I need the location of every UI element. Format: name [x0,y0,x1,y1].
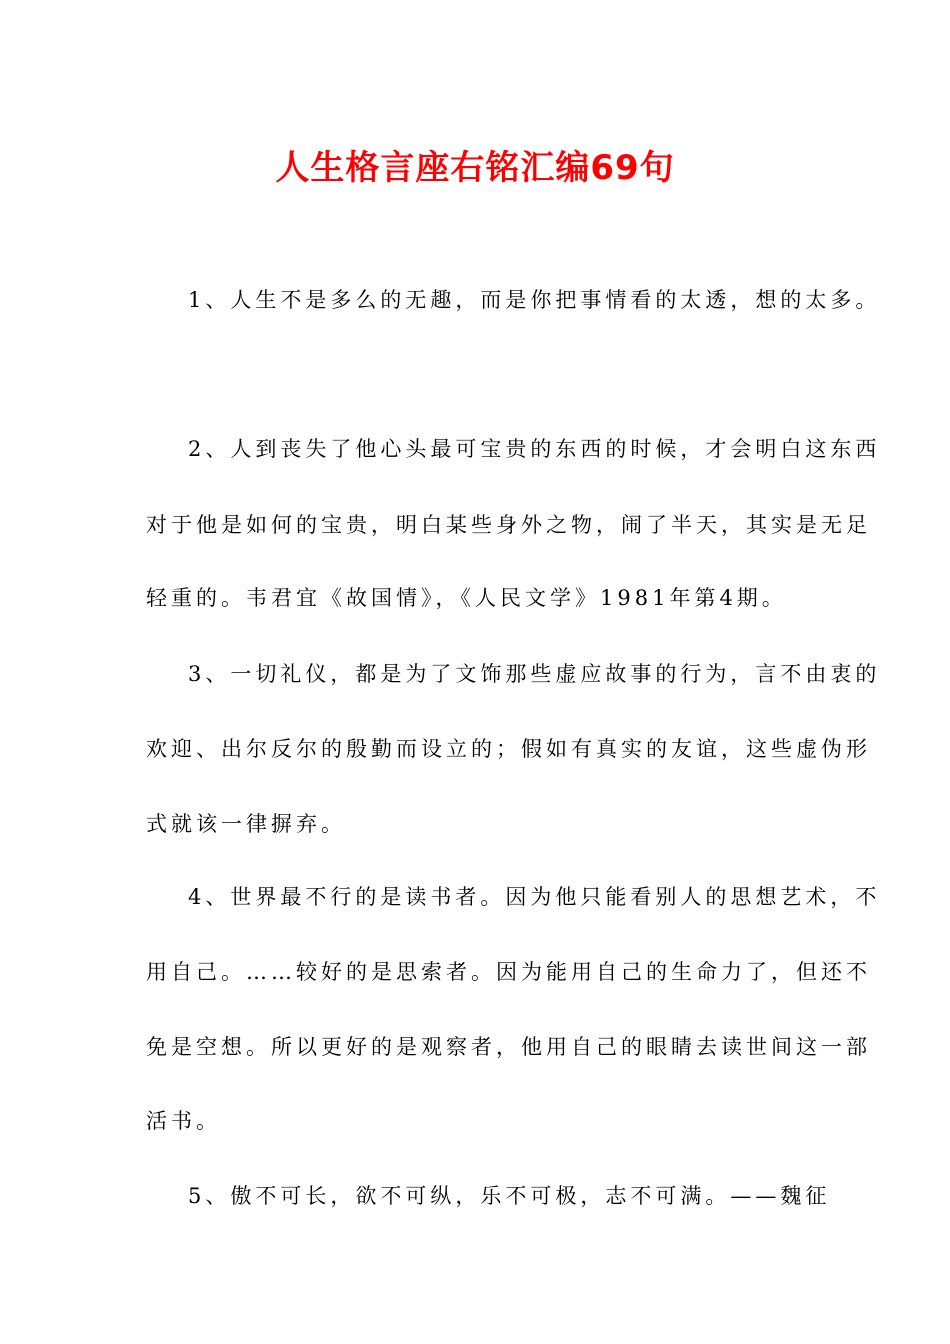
quote-4-line-3: 免是空想。所以更好的是观察者，他用自己的眼睛去读世间这一部 [146,1035,871,1059]
document-title: 人生格言座右铭汇编69句 [275,148,675,188]
quote-5-line-1: 5、傲不可长，欲不可纵，乐不可极，志不可满。——魏征 [188,1184,831,1208]
quote-2-line-2: 对于他是如何的宝贵，明白某些身外之物，闹了半天，其实是无足 [146,513,871,537]
quote-3-line-2: 欢迎、出尔反尔的殷勤而设立的；假如有真实的友谊，这些虚伪形 [146,737,871,761]
quote-3-line-3: 式就该一律摒弃。 [146,812,346,836]
quote-2-line-1: 2、人到丧失了他心头最可宝贵的东西的时候，才会明白这东西 [188,437,881,461]
quote-1-line-1: 1、人生不是多么的无趣，而是你把事情看的太透，想的太多。 [188,288,881,312]
quote-3-line-1: 3、一切礼仪，都是为了文饰那些虚应故事的行为，言不由衷的 [188,662,881,686]
quote-4-line-4: 活书。 [146,1109,221,1133]
quote-2-line-3: 轻重的。韦君宜《故国情》，《人民文学》1981年第4期。 [146,586,787,610]
quote-4-line-2: 用自己。……较好的是思索者。因为能用自己的生命力了，但还不 [146,960,871,984]
quote-4-line-1: 4、世界最不行的是读书者。因为他只能看别人的思想艺术，不 [188,885,881,909]
